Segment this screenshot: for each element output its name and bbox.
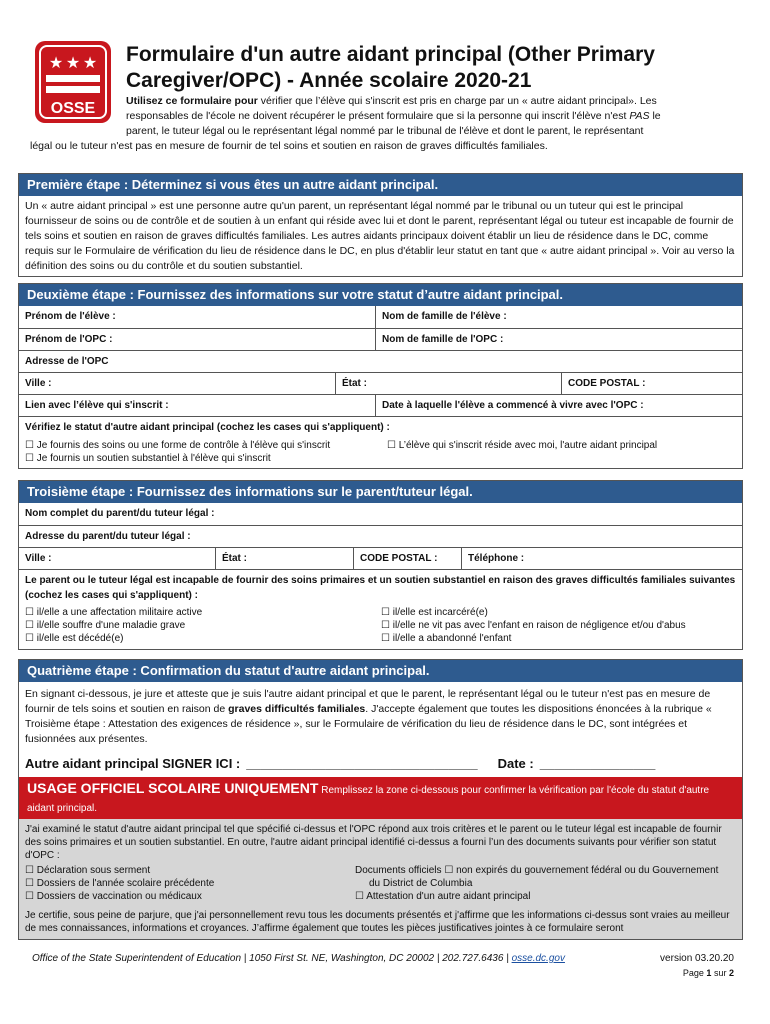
svg-text:★: ★ xyxy=(48,53,64,72)
opc-address-field[interactable]: Adresse de l'OPC xyxy=(25,356,109,367)
opc-name-row xyxy=(19,328,742,350)
svg-text:OSSE: OSSE xyxy=(50,100,96,117)
opc-city-field[interactable]: Ville : xyxy=(25,378,52,389)
check-care[interactable]: ☐ Je fournis des soins ou une forme de contrôle à l'élève qui s'inscrit xyxy=(25,440,331,451)
step2-title: Deuxième étape : Fournissez des informations sur votre statut d’autre aidant principal. xyxy=(19,284,742,306)
checkbox-icon: ☐ xyxy=(25,453,34,464)
check-support[interactable]: ☐ Je fournis un soutien substantiel à l'élève qui s'inscrit xyxy=(25,453,271,464)
checkbox-icon: ☐ xyxy=(387,440,396,451)
checkbox-icon: ☐ xyxy=(25,878,34,889)
check-military[interactable]: ☐ il/elle a une affectation militaire active xyxy=(25,607,203,618)
date-line[interactable]: ________________ xyxy=(539,756,656,771)
checkbox-icon: ☐ xyxy=(444,865,454,876)
certify-text: Je certifie, sous peine de parjure, que j'ai personnellement revu tous les documents présentés et j'affirme que les informations ci-dessus sont vraies au meilleur de mes connaissances, informations et croyances. J’affirme également que toutes les pièces justificatives jointes à ce formulaire seront xyxy=(25,910,730,934)
parent-zip-field[interactable]: CODE POSTAL : xyxy=(353,548,461,569)
official-use-subtitle: Remplissez la zone ci-dessous pour confirmer la vérification par l'école du statut d'autre aidant principal. xyxy=(27,785,710,814)
check-incarcerated[interactable]: ☐ il/elle est incarcéré(e) xyxy=(381,607,488,618)
opc-last-field[interactable]: Nom de famille de l'OPC : xyxy=(375,329,742,350)
parent-name-row xyxy=(19,503,742,525)
relation-field[interactable]: Lien avec l’élève qui s'inscrit : xyxy=(25,400,169,411)
parent-phone-field[interactable]: Téléphone : xyxy=(461,548,742,569)
step4-section xyxy=(18,659,743,940)
check-affidavit[interactable]: ☐ Déclaration sous serment xyxy=(25,865,151,876)
check-resides[interactable]: ☐ L’élève qui s'inscrit réside avec moi, l'autre aidant principal xyxy=(387,440,658,451)
step2-section xyxy=(18,283,743,469)
checkbox-icon: ☐ xyxy=(25,607,34,618)
version-label: version 03.20.20 xyxy=(660,953,734,964)
hardship-label: Le parent ou le tuteur légal est incapable de fournir des soins primaires et un soutien substantiel en raison des graves difficultés familiales suivantes (cochez les cases qui s'appliquent) : xyxy=(25,575,736,601)
step3-section xyxy=(18,480,743,650)
check-illness[interactable]: ☐ il/elle souffre d'une maladie grave xyxy=(25,620,186,631)
check-deceased[interactable]: ☐ il/elle est décédé(e) xyxy=(25,633,124,644)
official-use-banner xyxy=(19,777,742,819)
signature-line[interactable]: ________________________________ xyxy=(246,756,478,771)
check-school-records[interactable]: ☐ Dossiers de l'année scolaire précédente xyxy=(25,878,215,889)
signature-row xyxy=(19,751,742,777)
check-official-docs[interactable]: Documents officiels ☐ non expirés du gouvernement fédéral ou du Gouvernement xyxy=(355,865,719,876)
date-label: Date : xyxy=(497,756,534,771)
checkbox-icon: ☐ xyxy=(355,891,364,902)
svg-text:★: ★ xyxy=(65,53,81,72)
official-docs-continued: du District de Columbia xyxy=(369,878,473,889)
step4-title: Quatrième étape : Confirmation du statut d'autre aidant principal. xyxy=(19,660,742,682)
opc-first-field[interactable]: Prénom de l'OPC : xyxy=(25,334,113,345)
checkbox-icon: ☐ xyxy=(381,633,390,644)
hardship-block xyxy=(19,569,742,649)
parent-city-row xyxy=(19,547,742,569)
verify-label: Vérifiez le statut d'autre aidant principal (cochez les cases qui s'appliquent) : xyxy=(25,422,390,433)
checkbox-icon: ☐ xyxy=(25,440,34,451)
svg-text:★: ★ xyxy=(82,53,98,72)
parent-state-field[interactable]: État : xyxy=(215,548,353,569)
checkbox-icon: ☐ xyxy=(25,620,34,631)
check-abandoned[interactable]: ☐ il/elle a abandonné l'enfant xyxy=(381,633,512,644)
parent-address-field[interactable]: Adresse du parent/du tuteur légal : xyxy=(25,531,191,542)
step1-title: Première étape : Déterminez si vous êtes un autre aidant principal. xyxy=(19,174,742,196)
parent-address-row xyxy=(19,525,742,547)
step4-body: En signant ci-dessous, je jure et atteste que je suis l'autre aidant principal et que le parent, le représentant légal ou le tuteur n'est pas en mesure de fournir de tels soins et soutien en raison de graves difficultés familiales. J'accepte également que toutes les dispositions énoncées à la rubrique « Troisième étape : Attestation des exigences de résidence », sur le Formulaire de vérification du lieu de résidence dans le DC, sont intégrées et fusionnées aux présentes. xyxy=(25,688,712,745)
footer xyxy=(32,953,742,964)
page-number: Page 1 sur 2 xyxy=(682,968,734,978)
since-date-field[interactable]: Date à laquelle l'élève a commencé à vivre avec l'OPC : xyxy=(375,395,742,416)
official-use-body: J'ai examiné le statut d'autre aidant principal tel que spécifié ci-dessus et l'OPC répond aux trois critères et le parent ou le tuteur légal est incapable de fournir des soins primaires et un soutien substantiel. En outre, l'autre aidant principal identifié ci-dessus a fourni l’un des documents suivants pour vérifier son statut d'OPC : xyxy=(25,824,722,861)
student-first-field[interactable]: Prénom de l'élève : xyxy=(25,311,116,322)
parent-name-field[interactable]: Nom complet du parent/du tuteur légal : xyxy=(25,508,215,519)
opc-address-row xyxy=(19,350,742,372)
checkbox-icon: ☐ xyxy=(25,633,34,644)
student-last-field[interactable]: Nom de famille de l'élève : xyxy=(375,306,742,328)
verify-block xyxy=(19,416,742,468)
official-use-block xyxy=(19,819,742,939)
opc-state-field[interactable]: État : xyxy=(335,373,561,394)
checkbox-icon: ☐ xyxy=(381,607,390,618)
sign-label: Autre aidant principal SIGNER ICI : xyxy=(25,756,241,771)
official-use-title: USAGE OFFICIEL SCOLAIRE UNIQUEMENT xyxy=(27,780,319,796)
step3-title: Troisième étape : Fournissez des informations sur le parent/tuteur légal. xyxy=(19,481,742,503)
checkbox-icon: ☐ xyxy=(25,865,34,876)
opc-zip-field[interactable]: CODE POSTAL : xyxy=(561,373,742,394)
relation-row xyxy=(19,394,742,416)
osse-link[interactable]: osse.dc.gov xyxy=(511,953,565,964)
intro-paragraph: Utilisez ce formulaire pour vérifier que l’élève qui s'inscrit est pris en charge par un « autre aidant principal». Les responsables de l'école ne doivent récupérer le présent formulaire que si la personne qui inscrit l'élève n'est PAS le parent, le tuteur légal ou le représentant légal nommé par le tribunal de l'élève et dont le parent, le représentant légal ou le tuteur n'est pas en mesure de fournir de tel soins et soutien en raison de graves difficultés familiales. xyxy=(30,95,661,152)
step1-body: Un « autre aidant principal » est une personne autre qu'un parent, un représentant légal nommé par le tribunal ou un tuteur qui est le principal fournisseur de soins ou de contrôle et de soutien à un enfant qui réside avec lui et dont le parent, représentant légal ou tuteur est incapable de fournir de tels soins et soutien en raison de graves difficultés familiales. Les autres aidants principaux doivent établir un lieu de résidence dans le DC, comme requis sur le Formulaire de vérification du lieu de résidence dans le DC, en plus d'établir leur statut en tant que « autre aidant principal ». Voir au verso la définition des soins ou du contrôle et du soutien substantiel. xyxy=(25,200,735,272)
parent-city-field[interactable]: Ville : xyxy=(25,553,52,564)
checkbox-icon: ☐ xyxy=(25,891,34,902)
footer-address: Office of the State Superintendent of Education | 1050 First St. NE, Washington, DC 20002 | 202.727.6436 | xyxy=(32,953,512,964)
check-neglect[interactable]: ☐ il/elle ne vit pas avec l'enfant en raison de négligence et/ou d'abus xyxy=(381,620,686,631)
check-medical-records[interactable]: ☐ Dossiers de vaccination ou médicaux xyxy=(25,891,202,902)
checkbox-icon: ☐ xyxy=(381,620,390,631)
check-opc-attestation[interactable]: ☐ Attestation d'un autre aidant principal xyxy=(355,891,531,902)
page-title: Formulaire d'un autre aidant principal (Other Primary Caregiver/OPC) - Année scolaire 2020-21 xyxy=(126,43,655,92)
step1-section xyxy=(18,173,743,277)
opc-city-row xyxy=(19,372,742,394)
student-name-row xyxy=(19,306,742,328)
